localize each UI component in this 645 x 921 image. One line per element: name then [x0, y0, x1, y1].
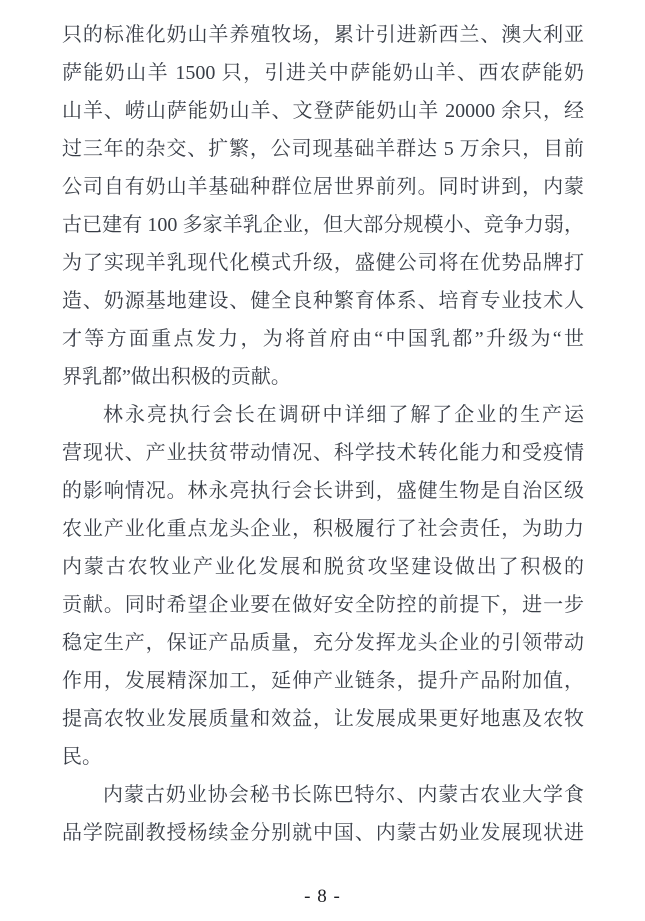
text-line: 古已建有 100 多家羊乳企业，但大部分规模小、竞争力弱， — [62, 214, 584, 236]
text-line: 品学院副教授杨续金分别就中国、内蒙古奶业发展现状进 — [62, 822, 584, 844]
text-line: 稳定生产，保证产品质量，充分发挥龙头企业的引领带动 — [62, 632, 584, 654]
text-line: 山羊、崂山萨能奶山羊、文登萨能奶山羊 20000 余只，经 — [62, 100, 584, 122]
text-line: 作用，发展精深加工，延伸产业链条，提升产品附加值， — [62, 670, 584, 692]
text-line: 造、奶源基地建设、健全良种繁育体系、培育专业技术人 — [62, 290, 584, 312]
text-line: 的影响情况。林永亮执行会长讲到，盛健生物是自治区级 — [62, 480, 584, 502]
text-line: 界乳都”做出积极的贡献。 — [62, 366, 291, 388]
text-line: 才等方面重点发力，为将首府由“中国乳都”升级为“世 — [62, 328, 584, 350]
text-line: 萨能奶山羊 1500 只，引进关中萨能奶山羊、西农萨能奶 — [62, 62, 584, 84]
text-line: 农业产业化重点龙头企业，积极履行了社会责任，为助力 — [62, 518, 584, 540]
text-line: 营现状、产业扶贫带动情况、科学技术转化能力和受疫情 — [62, 442, 584, 464]
text-line: 为了实现羊乳现代化模式升级，盛健公司将在优势品牌打 — [62, 252, 584, 274]
page-number: - 8 - — [304, 886, 341, 907]
text-line: 公司自有奶山羊基础种群位居世界前列。同时讲到，内蒙 — [62, 176, 584, 198]
text-line: 贡献。同时希望企业要在做好安全防控的前提下，进一步 — [62, 594, 584, 616]
text-line: 内蒙古农牧业产业化发展和脱贫攻坚建设做出了积极的 — [62, 556, 584, 578]
text-line: 只的标准化奶山羊养殖牧场，累计引进新西兰、澳大利亚 — [62, 24, 584, 46]
text-line: 提高农牧业发展质量和效益，让发展成果更好地惠及农牧 — [62, 708, 584, 730]
text-line: 民。 — [62, 746, 102, 768]
text-line: 林永亮执行会长在调研中详细了解了企业的生产运 — [103, 404, 584, 426]
body-text — [62, 16, 584, 852]
text-line: 内蒙古奶业协会秘书长陈巴特尔、内蒙古农业大学食 — [103, 784, 584, 806]
text-line: 过三年的杂交、扩繁，公司现基础羊群达 5 万余只，目前 — [62, 138, 584, 160]
